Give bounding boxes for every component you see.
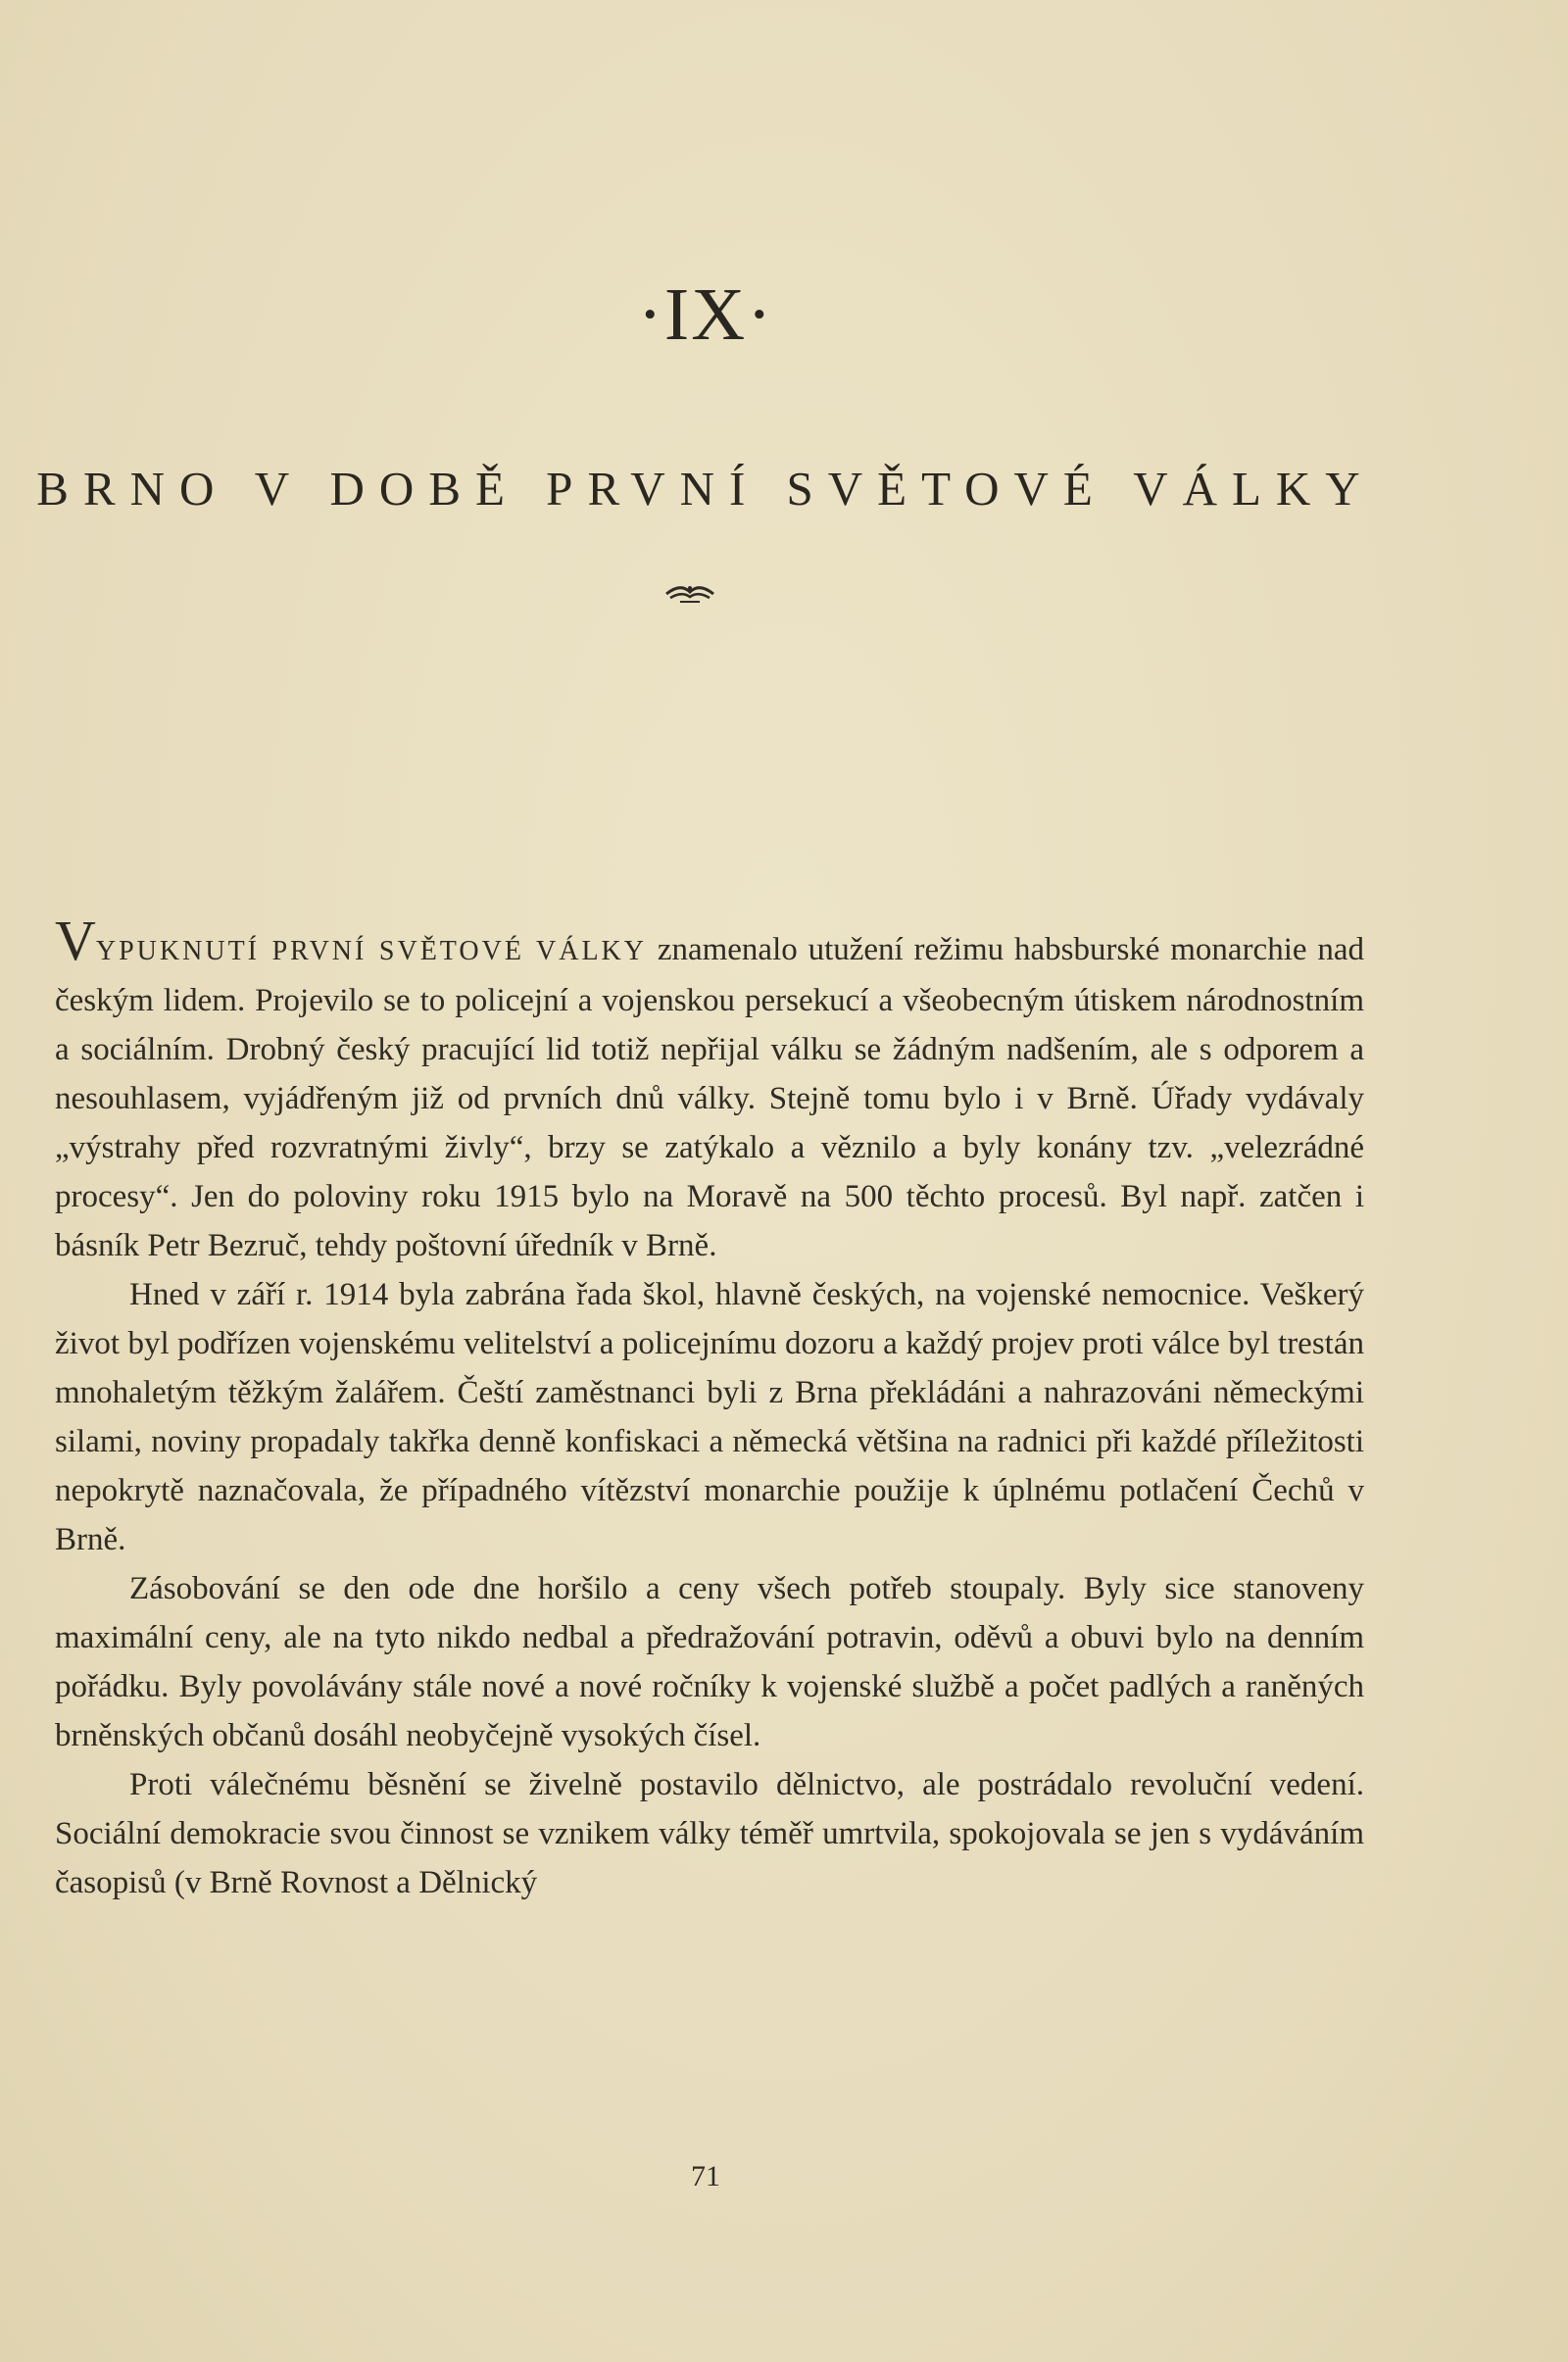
page-number: 71 — [691, 2160, 720, 2192]
drop-cap: V — [55, 909, 96, 972]
paragraph — [55, 909, 1364, 1270]
paragraph-text: znamenalo utužení režimu habsburské monarchie nad českým lidem. Projevilo se to policejní a vojenskou persekucí a všeobecným útiskem národnostním a sociálním. Drobný český pracující lid totiž nepřijal válku se žádným nadšením, ale s odporem a nesouhlasem, vyjádřeným již od prvních dnů války. Stejně tomu bylo i v Brně. Úřady vydávaly „výstrahy před rozvratnými živly“, brzy se zatýkalo a věznilo a byly konány tzv. „velezrádné procesy“. Jen do poloviny roku 1915 bylo na Moravě na 500 těchto procesů. Byl např. zatčen i básník Petr Bezruč, tehdy poštovní úředník v Brně. — [55, 932, 1364, 1263]
paragraph: Proti válečnému běsnění se živelně postavilo dělnictvo, ale postrádalo revoluční vedení. Sociální demokracie svou činnost se vznikem války téměř umrtvila, spokojovala se jen s vydáváním časopisů (v Brně Rovnost a Dělnický — [55, 1767, 1364, 1900]
chapter-number: ·IX· — [637, 273, 774, 356]
opening-small-caps: YPUKNUTÍ PRVNÍ SVĚTOVÉ VÁLKY — [95, 936, 647, 966]
paragraph: Hned v září r. 1914 byla zabrána řada škol, hlavně českých, na vojenské nemocnice. Veškerý život byl podřízen vojenskému velitelství a policejnímu dozoru a každý projev proti válce byl trestán mnohaletým těžkým žalářem. Čeští zaměstnanci byli z Brna překládáni a nahrazováni německými silami, noviny propadaly takřka denně konfiskaci a německá většina na radnici při každé příležitosti nepokrytě naznačovala, že případného vítězství monarchie použije k úplnému potlačení Čechů v Brně. — [55, 1277, 1364, 1557]
chapter-title: BRNO V DOBĚ PRVNÍ SVĚTOVÉ VÁLKY — [36, 462, 1375, 516]
ornamental-divider-icon — [662, 580, 717, 608]
paragraph: Zásobování se den ode dne horšilo a ceny všech potřeb stoupaly. Byly sice stanoveny maximální ceny, ale na tyto nikdo nedbal a předražování potravin, oděvů a obuvi bylo na denním pořádku. Byly povolávány stále nové a nové ročníky k vojenské službě a počet padlých a raněných brněnských občanů dosáhl neobyčejně vysokých čísel. — [55, 1571, 1364, 1753]
chapter-body — [55, 909, 1364, 1907]
